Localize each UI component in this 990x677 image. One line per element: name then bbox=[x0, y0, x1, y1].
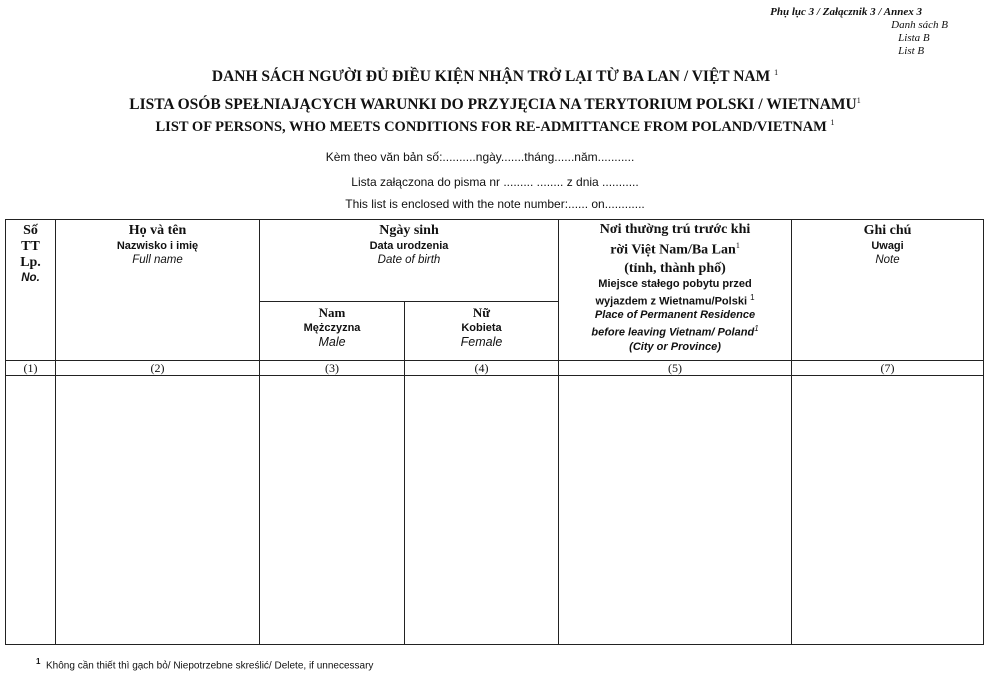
footnote-mark: 1 bbox=[735, 241, 740, 250]
footnote-mark: 1 bbox=[830, 118, 835, 127]
header-col7-en: Note bbox=[875, 254, 900, 266]
header-col4-vn: Nữ bbox=[472, 305, 491, 320]
header-dob-en: Date of birth bbox=[377, 254, 441, 266]
header-col-female bbox=[405, 302, 559, 361]
header-col5-en2 bbox=[559, 322, 791, 340]
header-col3-pl: Mężczyzna bbox=[303, 322, 361, 334]
footnote-mark: 1 bbox=[774, 68, 779, 77]
header-dob-pl: Data urodzenia bbox=[369, 240, 449, 252]
header-col5-en1: Place of Permanent Residence bbox=[594, 309, 756, 322]
header-col-residence bbox=[559, 220, 792, 361]
header-col5-pl1: Miejsce stałego pobytu przed bbox=[598, 277, 752, 290]
title-en-text: LIST OF PERSONS, WHO MEETS CONDITIONS FOR RE-ADMITTANCE FROM POLAND/VIETNAM bbox=[155, 118, 827, 135]
header-col1-vn1: Số bbox=[23, 223, 38, 238]
header-col1-en: No. bbox=[21, 272, 40, 284]
header-col5-vn2 bbox=[559, 238, 791, 259]
header-col5-vn3: (tỉnh, thành phố) bbox=[624, 260, 726, 276]
header-col5-vn2-text: rời Việt Nam/Ba Lan bbox=[610, 242, 736, 258]
header-col4-en: Female bbox=[460, 335, 503, 349]
persons-table bbox=[5, 219, 984, 645]
header-col4-pl: Kobieta bbox=[461, 322, 502, 334]
annex-label bbox=[770, 6, 948, 58]
header-col1-pl: Lp. bbox=[20, 255, 41, 270]
table-cell[interactable] bbox=[559, 376, 792, 645]
table-cell[interactable] bbox=[6, 376, 56, 645]
header-col5-pl2-text: wyjazdem z Wietnamu/Polski bbox=[595, 295, 747, 308]
header-col-fullname bbox=[56, 220, 260, 361]
column-number: (3) bbox=[260, 361, 405, 376]
column-number: (1) bbox=[6, 361, 56, 376]
footnote-mark: 1 bbox=[856, 96, 861, 105]
header-col3-en: Male bbox=[318, 335, 346, 349]
footnote bbox=[36, 657, 373, 671]
header-col2-en: Full name bbox=[132, 254, 183, 266]
column-number: (2) bbox=[56, 361, 260, 376]
footnote-mark: 1 bbox=[750, 292, 755, 302]
table-cell[interactable] bbox=[405, 376, 559, 645]
header-col-number bbox=[6, 220, 56, 361]
header-col5-vn1: Nơi thường trú trước khi bbox=[599, 222, 751, 237]
table-body-row bbox=[6, 376, 984, 645]
footnote-mark: 1 bbox=[754, 324, 759, 334]
title-polish bbox=[0, 96, 990, 114]
annex-line-4: List B bbox=[898, 45, 925, 57]
title-english bbox=[0, 118, 990, 136]
column-number: (5) bbox=[559, 361, 792, 376]
reference-english: This list is enclosed with the note number:...... on............ bbox=[345, 197, 645, 211]
annex-line-1: Phụ lục 3 / Załącznik 3 / Annex 3 bbox=[770, 6, 922, 18]
table-cell[interactable] bbox=[56, 376, 260, 645]
column-numbers-row bbox=[6, 361, 984, 376]
footnote-text: Không cần thiết thì gạch bỏ/ Niepotrzebne skreślić/ Delete, if unnecessary bbox=[46, 660, 374, 672]
reference-vietnamese: Kèm theo văn bản số:..........ngày.......tháng......năm........... bbox=[325, 150, 635, 164]
header-col1-vn2: TT bbox=[21, 239, 40, 254]
title-vn-text: DANH SÁCH NGƯỜI ĐỦ ĐIỀU KIỆN NHẬN TRỞ LẠI TỪ BA LAN / VIỆT NAM bbox=[211, 68, 771, 86]
title-vietnamese bbox=[0, 68, 990, 86]
header-col5-pl2 bbox=[559, 291, 791, 309]
header-col-note bbox=[792, 220, 984, 361]
table-cell[interactable] bbox=[792, 376, 984, 645]
title-pl-text: LISTA OSÓB SPEŁNIAJĄCYCH WARUNKI DO PRZYJĘCIA NA TERYTORIUM POLSKI / WIETNAMU bbox=[129, 96, 857, 114]
column-number: (7) bbox=[792, 361, 984, 376]
annex-line-3: Lista B bbox=[898, 32, 930, 44]
header-col2-pl: Nazwisko i imię bbox=[116, 240, 199, 252]
reference-polish: Lista załączona do pisma nr ......... ........ z dnia ........... bbox=[351, 175, 639, 189]
header-col7-pl: Uwagi bbox=[871, 240, 904, 252]
column-number: (4) bbox=[405, 361, 559, 376]
table-cell[interactable] bbox=[260, 376, 405, 645]
header-col-male bbox=[260, 302, 405, 361]
header-col5-en2-text: before leaving Vietnam/ Poland bbox=[591, 326, 755, 339]
header-col-dob bbox=[260, 220, 559, 302]
header-col7-vn: Ghi chú bbox=[863, 223, 912, 238]
header-col3-vn: Nam bbox=[318, 305, 346, 320]
footnote-mark: 1 bbox=[36, 657, 41, 666]
header-col2-vn: Họ và tên bbox=[128, 223, 187, 238]
header-col5-en3: (City or Province) bbox=[629, 340, 721, 353]
annex-line-2: Danh sách B bbox=[891, 19, 948, 31]
header-dob-vn: Ngày sinh bbox=[379, 223, 439, 238]
